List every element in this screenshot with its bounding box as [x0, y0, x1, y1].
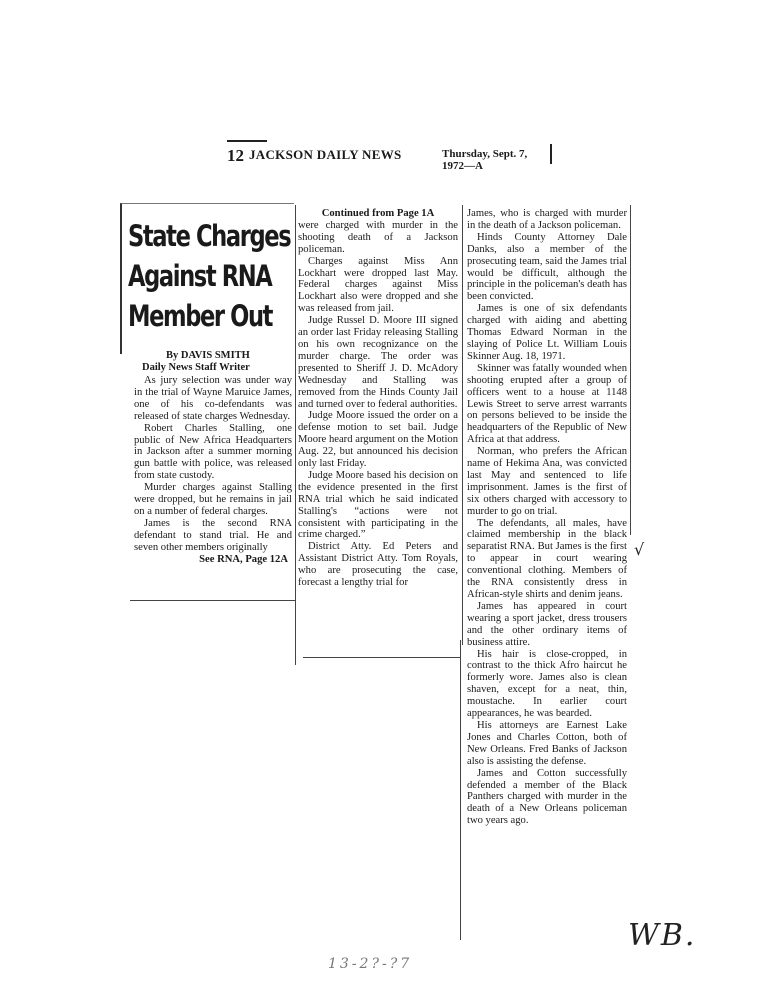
paragraph: District Atty. Ed Peters and Assistant District Atty. Tom Royals, who are prosecuting the case, forecast a lengthy trial for [298, 541, 458, 589]
paragraph: were charged with murder in the shooting death of a Jackson policeman. [298, 219, 458, 255]
handwritten-file-number: 13-2?-?7 [328, 956, 413, 972]
paragraph: Hinds County Attorney Dale Danks, also a member of the prosecuting team, said the James trial would be difficult, although the principle in the policeman's death has been convicted. [467, 231, 627, 303]
newspaper-name: JACKSON DAILY NEWS [249, 147, 402, 162]
paragraph: As jury selection was under way in the trial of Wayne Maruice James, one of his co-defendants was released of state charges Wednesday. [134, 375, 292, 422]
headline-box [120, 203, 294, 354]
column-rule [460, 640, 461, 940]
paragraph: His hair is close-cropped, in contrast to the thick Afro haircut he formerly wore. James also is clean shaven, except for a neat, thin, moustache. In earlier court appearances, he was bearded. [467, 648, 627, 720]
headline-line: State Charges [128, 219, 291, 253]
paragraph: Judge Moore issued the order on a defense motion to set bail. Judge Moore heard argument on the Motion Aug. 22, but announced his decision only last Friday. [298, 410, 458, 470]
paragraph: Judge Russel D. Moore III signed an order last Friday releasing Stalling on his own recognizance on the murder charge. The order was presented to Sheriff J. D. McAdory Wednesday and Stalling was removed from the Hinds County Jail and turned over to federal authorities. [298, 315, 458, 410]
column-rule [295, 205, 296, 665]
headline [128, 216, 291, 336]
article-column-2 [298, 208, 458, 589]
column-rule [630, 205, 631, 535]
issue-date: Thursday, Sept. 7, 1972—A [442, 148, 528, 172]
paragraph: James is one of six defendants charged with aiding and abetting Thomas Edward Norman in the slaying of Police Lt. William Louis Skinner Aug. 18, 1971. [467, 303, 627, 362]
paragraph: Skinner was fatally wounded when shooting erupted after a group of officers went to a house at 1148 Lewis Street to serve arrest warrants on persons believed to be inside the headquarters of the Republic of New Africa at that address. [467, 362, 627, 446]
column-rule [462, 205, 463, 645]
paragraph: James is the second RNA defendant to stand trial. He and seven other members originally [134, 517, 292, 553]
paragraph: James, who is charged with murder in the death of a Jackson policeman. [467, 208, 627, 231]
masthead-divider [550, 144, 552, 164]
headline-line: Against RNA [128, 259, 272, 293]
paragraph: Robert Charles Stalling, one public of New Africa Headquarters in Jackson after a summer morning gun battle with police, was released from state custody. [134, 422, 292, 482]
paragraph: His attorneys are Earnest Lake Jones and Charles Cotton, both of New Orleans. Fred Banks of Jackson also is assisting the defense. [467, 719, 627, 767]
masthead-rule [227, 140, 267, 142]
handwritten-initials: WB. [628, 918, 697, 953]
continued-line: Continued from Page 1A [321, 208, 435, 219]
byline-author: By DAVIS SMITH [166, 350, 250, 361]
byline-title: Daily News Staff Writer [142, 362, 250, 373]
paragraph: James has appeared in court wearing a sport jacket, dress trousers and the other ordinary items of business attire. [467, 600, 627, 648]
jump-line: See RNA, Page 12A [199, 553, 288, 565]
paragraph: James and Cotton successfully defended a member of the Black Panthers charged with murder in the death of a New Orleans policeman two years ago. [467, 767, 627, 827]
page-number: 12 [227, 146, 244, 165]
column-rule-bottom [303, 657, 461, 658]
margin-check-mark: √ [634, 540, 645, 559]
paragraph: Judge Moore based his decision on the evidence presented in the first RNA trial which he said indicated Stalling's “actions were not consistent with participating in the crime charged.” [298, 469, 458, 541]
paragraph: The defendants, all males, have claimed membership in the black separatist RNA. But James is the first to appear in court wearing conventional clothing. Members of the RNA consistently dress in African-style shirts and denim jeans. [467, 517, 627, 600]
column-rule-bottom [130, 600, 295, 601]
paragraph: Murder charges against Stalling were dropped, but he remains in jail on a number of federal charges. [134, 482, 292, 517]
article-column-1 [134, 350, 292, 566]
article-column-3 [467, 208, 627, 827]
paragraph: Norman, who prefers the African name of Hekima Ana, was convicted last May and sentenced to life imprisonment. James is the first of six others charged with accessory to murder to go on trial. [467, 446, 627, 517]
paragraph: Charges against Miss Ann Lockhart were dropped last May. Federal charges against Miss Lockhart also were dropped and she was released from jail. [298, 255, 458, 315]
headline-line: Member Out [128, 299, 273, 333]
masthead [227, 140, 552, 172]
